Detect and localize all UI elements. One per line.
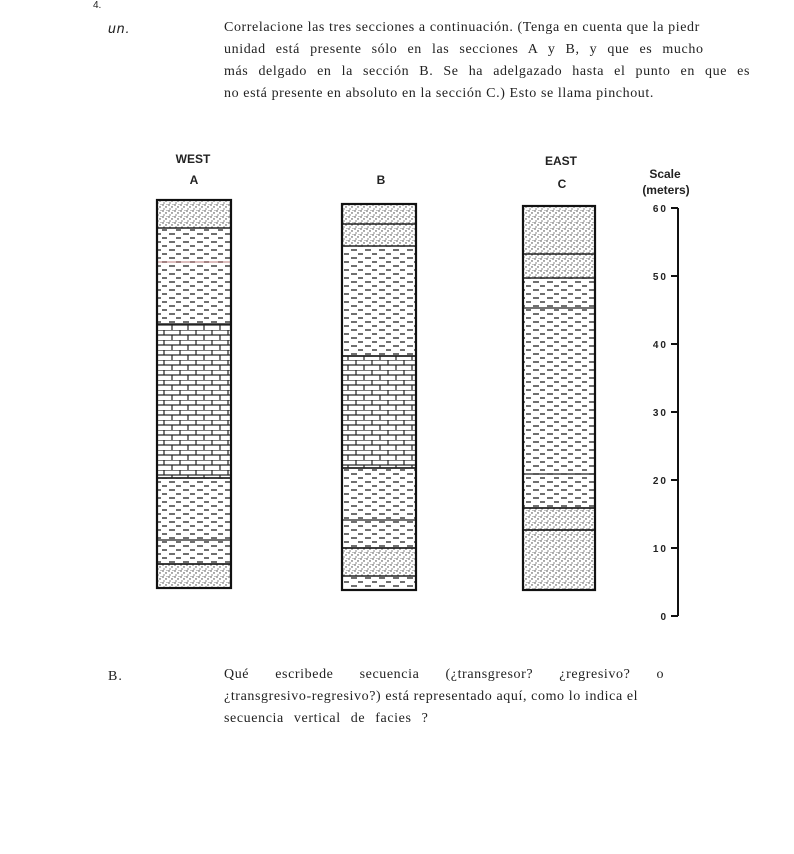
scale-units: (meters) [642,183,690,197]
question-b-text [224,664,664,730]
scale-tick-label: 50 [652,272,668,283]
scale-bar [642,167,689,623]
question-a-line-2: unidad está presente sólo en las secciones A y B, y que es mucho [224,42,704,57]
scale-tick-label: 60 [652,204,668,215]
scale-tick-label: 20 [652,476,668,487]
scale-tick-label: 10 [652,544,668,555]
column-a-direction: WEST [175,152,211,166]
page-number: 4. [93,0,102,11]
question-b-line-1: Qué escribede secuencia (¿transgresor? ¿regresivo? o [224,667,665,682]
scale-tick-label: 0 [660,612,668,623]
question-b-line-3: secuencia vertical de facies ? [224,711,429,726]
column-c-letter: C [557,177,567,191]
column-c [523,206,595,590]
question-a-marker: un. [108,20,131,36]
question-b-marker: B. [108,669,123,684]
question-b-line-2: ¿transgresivo-regresivo?) está representado aquí, como lo indica el [224,689,639,704]
column-b [342,204,416,590]
column-c-direction: EAST [544,154,578,168]
scale-tick-label: 30 [652,408,668,419]
column-a-letter: A [189,173,199,187]
scale-title: Scale [649,167,681,181]
question-a-line-1: Correlacione las tres secciones a continuación. (Tenga en cuenta que la piedr [224,20,700,35]
scale-tick-label: 40 [652,340,668,351]
column-b-letter: B [376,173,386,187]
column-a [157,200,231,588]
question-a-line-4: no está presente en absoluto en la sección C.) Esto se llama pinchout. [224,86,655,101]
question-a-line-3: más delgado en la sección B. Se ha adelgazado hasta el punto en que es [224,64,751,79]
